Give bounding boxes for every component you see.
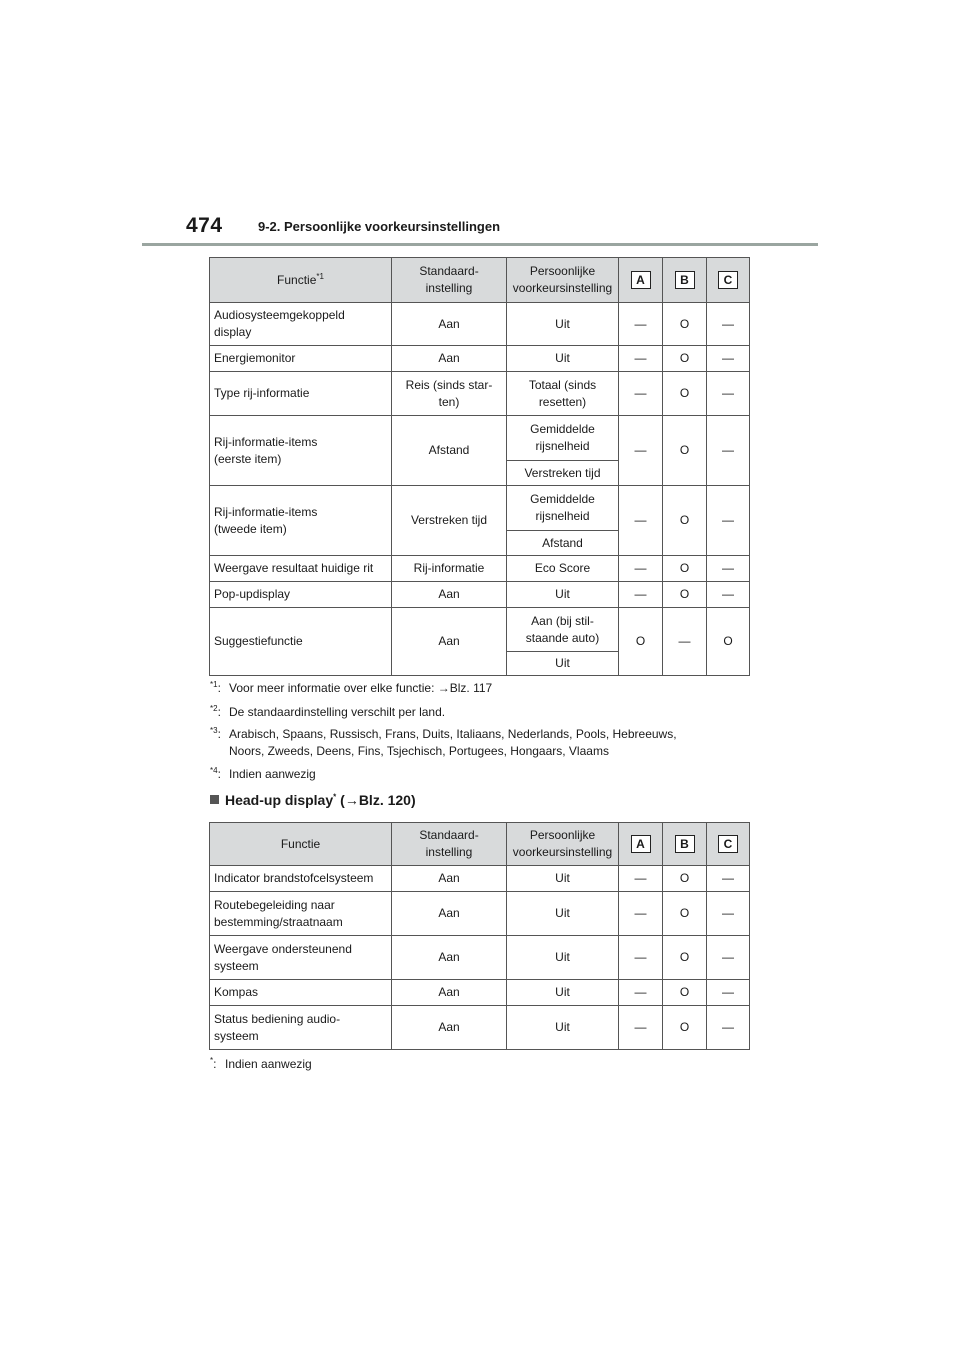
- cell-function: Audiosysteemgekoppeld display: [210, 303, 392, 346]
- cell-a: —: [619, 372, 663, 416]
- letter-c-box: C: [718, 271, 738, 289]
- cell-function: Kompas: [210, 980, 392, 1006]
- settings-table-head-up-display: [209, 822, 750, 1050]
- footnote-text: Indien aanwezig: [225, 1057, 312, 1071]
- cell-default: Verstreken tijd: [392, 486, 507, 556]
- cell-b: O: [663, 556, 707, 582]
- cell-c: —: [707, 1006, 750, 1050]
- table-row: [210, 582, 750, 608]
- cell-a: —: [619, 582, 663, 608]
- letter-a-box: A: [631, 271, 651, 289]
- cell-c: —: [707, 980, 750, 1006]
- table-row: [210, 980, 750, 1006]
- cell-b: O: [663, 372, 707, 416]
- col-header-function: Functie$^{*1}$: [210, 258, 392, 303]
- cell-c: —: [707, 372, 750, 416]
- footnote-text-continued: Noors, Zweeds, Deens, Fins, Tsjechisch, Portugees, Hongaars, Vlaams: [229, 744, 609, 758]
- cell-personal: Gemiddelde rijsnelheid: [507, 486, 619, 531]
- cell-function: Energiemonitor: [210, 346, 392, 372]
- table-row: [210, 372, 750, 416]
- cell-default: Aan: [392, 936, 507, 980]
- cell-c: —: [707, 303, 750, 346]
- cell-default: Afstand: [392, 416, 507, 486]
- page-number: 474: [186, 214, 223, 237]
- footnote-3: $^{*3}$: Arabisch, Spaans, Russisch, Frans, Duits, Italiaans, Nederlands, Pools, Hebreeuws, Noors, Zweeds, Deens, Fins, Tsjechisch, Portugees, Hongaars, Vlaams: [210, 726, 677, 758]
- footnote-text: Indien aanwezig: [229, 767, 316, 781]
- cell-a: —: [619, 936, 663, 980]
- cell-personal: Uit: [507, 866, 619, 892]
- table-row: [210, 346, 750, 372]
- cell-b: O: [663, 866, 707, 892]
- cell-c: —: [707, 556, 750, 582]
- cell-default: Aan: [392, 980, 507, 1006]
- col-header-b: [663, 258, 707, 303]
- cell-function: Status bediening audio- systeem: [210, 1006, 392, 1050]
- col-header-function: Functie: [210, 823, 392, 866]
- cell-personal: Aan (bij stil- staande auto): [507, 608, 619, 652]
- footnote-text: Voor meer informatie over elke functie: →Blz. 117: [229, 681, 493, 695]
- table-header-row: [210, 258, 750, 303]
- cell-default: Reis (sinds star- ten): [392, 372, 507, 416]
- col-header-personal: Persoonlijke voorkeursinstelling: [507, 823, 619, 866]
- footnote-mark: *1: [210, 680, 218, 689]
- cell-function: Suggestiefunctie: [210, 608, 392, 676]
- table-row: [210, 892, 750, 936]
- cell-default: Aan: [392, 892, 507, 936]
- settings-table-display: [209, 257, 750, 676]
- cell-function: Rij-informatie-items (tweede item): [210, 486, 392, 556]
- cell-c: O: [707, 608, 750, 676]
- cell-a: —: [619, 866, 663, 892]
- cell-personal: Verstreken tijd: [507, 461, 619, 486]
- cell-b: O: [663, 582, 707, 608]
- col-header-c: [707, 258, 750, 303]
- cell-c: —: [707, 346, 750, 372]
- cell-c: —: [707, 416, 750, 486]
- cell-b: O: [663, 936, 707, 980]
- col-header-default: Standaard- instelling: [392, 258, 507, 303]
- col-header-personal: Persoonlijke voorkeursinstelling: [507, 258, 619, 303]
- letter-a-box: A: [631, 835, 651, 853]
- table-row: [210, 936, 750, 980]
- footnote-text: Arabisch, Spaans, Russisch, Frans, Duits, Italiaans, Nederlands, Pools, Hebreeuws,: [229, 727, 677, 741]
- cell-a: —: [619, 303, 663, 346]
- cell-function: Rij-informatie-items (eerste item): [210, 416, 392, 486]
- cell-personal: Uit: [507, 980, 619, 1006]
- cell-a: O: [619, 608, 663, 676]
- table-header-row: [210, 823, 750, 866]
- letter-c-box: C: [718, 835, 738, 853]
- cell-a: —: [619, 416, 663, 486]
- cell-personal: Uit: [507, 582, 619, 608]
- cell-a: —: [619, 892, 663, 936]
- cell-personal: Uit: [507, 652, 619, 676]
- col-header-b: [663, 823, 707, 866]
- footnote-head-up: *: Indien aanwezig: [210, 1056, 312, 1071]
- cell-function: Weergave resultaat huidige rit: [210, 556, 392, 582]
- cell-function: Indicator brandstofcelsysteem: [210, 866, 392, 892]
- cell-function: Routebegeleiding naar bestemming/straatnaam: [210, 892, 392, 936]
- section-title: 9-2. Persoonlijke voorkeursinstellingen: [258, 219, 501, 234]
- col-header-c: [707, 823, 750, 866]
- cell-b: O: [663, 1006, 707, 1050]
- subsection-heading: Head-up display* (→Blz. 120): [210, 792, 416, 808]
- cell-a: —: [619, 980, 663, 1006]
- table-row: [210, 608, 750, 652]
- table-row: [210, 866, 750, 892]
- cell-b: —: [663, 608, 707, 676]
- cell-personal: Gemiddelde rijsnelheid: [507, 416, 619, 461]
- col-header-a: [619, 823, 663, 866]
- cell-personal: Uit: [507, 1006, 619, 1050]
- col-header-default: Standaard- instelling: [392, 823, 507, 866]
- cell-default: Aan: [392, 1006, 507, 1050]
- footnote-mark: *: [210, 1056, 214, 1065]
- cell-personal: Totaal (sinds resetten): [507, 372, 619, 416]
- table-row: [210, 416, 750, 461]
- table-row: [210, 1006, 750, 1050]
- cell-b: O: [663, 892, 707, 936]
- cell-default: Aan: [392, 866, 507, 892]
- header-rule: [142, 243, 818, 246]
- cell-b: O: [663, 486, 707, 556]
- cell-b: O: [663, 303, 707, 346]
- cell-b: O: [663, 416, 707, 486]
- cell-personal: Eco Score: [507, 556, 619, 582]
- cell-default: Aan: [392, 608, 507, 676]
- cell-a: —: [619, 486, 663, 556]
- cell-personal: Uit: [507, 303, 619, 346]
- cell-personal: Uit: [507, 936, 619, 980]
- cell-b: O: [663, 980, 707, 1006]
- cell-function: Pop-updisplay: [210, 582, 392, 608]
- footnote-text: De standaardinstelling verschilt per land.: [229, 705, 446, 719]
- cell-b: O: [663, 346, 707, 372]
- square-bullet-icon: [210, 795, 219, 804]
- letter-b-box: B: [675, 271, 695, 289]
- cell-default: Aan: [392, 303, 507, 346]
- footnote-mark: *2: [210, 704, 218, 713]
- letter-b-box: B: [675, 835, 695, 853]
- table-row: [210, 303, 750, 346]
- cell-a: —: [619, 1006, 663, 1050]
- footnote-mark: *4: [210, 766, 218, 775]
- cell-a: —: [619, 556, 663, 582]
- cell-c: —: [707, 892, 750, 936]
- cell-function: Type rij-informatie: [210, 372, 392, 416]
- table-row: [210, 556, 750, 582]
- footnote-2: $^{*2}$: De standaardinstelling verschilt per land.: [210, 704, 446, 719]
- footnote-1: $^{*1}$: Voor meer informatie over elke functie: →Blz. 117: [210, 680, 493, 695]
- cell-c: —: [707, 936, 750, 980]
- cell-a: —: [619, 346, 663, 372]
- cell-default: Rij-informatie: [392, 556, 507, 582]
- cell-personal: Uit: [507, 346, 619, 372]
- col-header-a: [619, 258, 663, 303]
- cell-c: —: [707, 486, 750, 556]
- table-row: [210, 486, 750, 531]
- cell-c: —: [707, 582, 750, 608]
- cell-personal: Uit: [507, 892, 619, 936]
- cell-function: Weergave ondersteunend systeem: [210, 936, 392, 980]
- cell-personal: Afstand: [507, 531, 619, 556]
- cell-default: Aan: [392, 346, 507, 372]
- footnote-4: $^{*4}$: Indien aanwezig: [210, 766, 316, 781]
- footnote-mark: *3: [210, 726, 218, 735]
- cell-c: —: [707, 866, 750, 892]
- cell-default: Aan: [392, 582, 507, 608]
